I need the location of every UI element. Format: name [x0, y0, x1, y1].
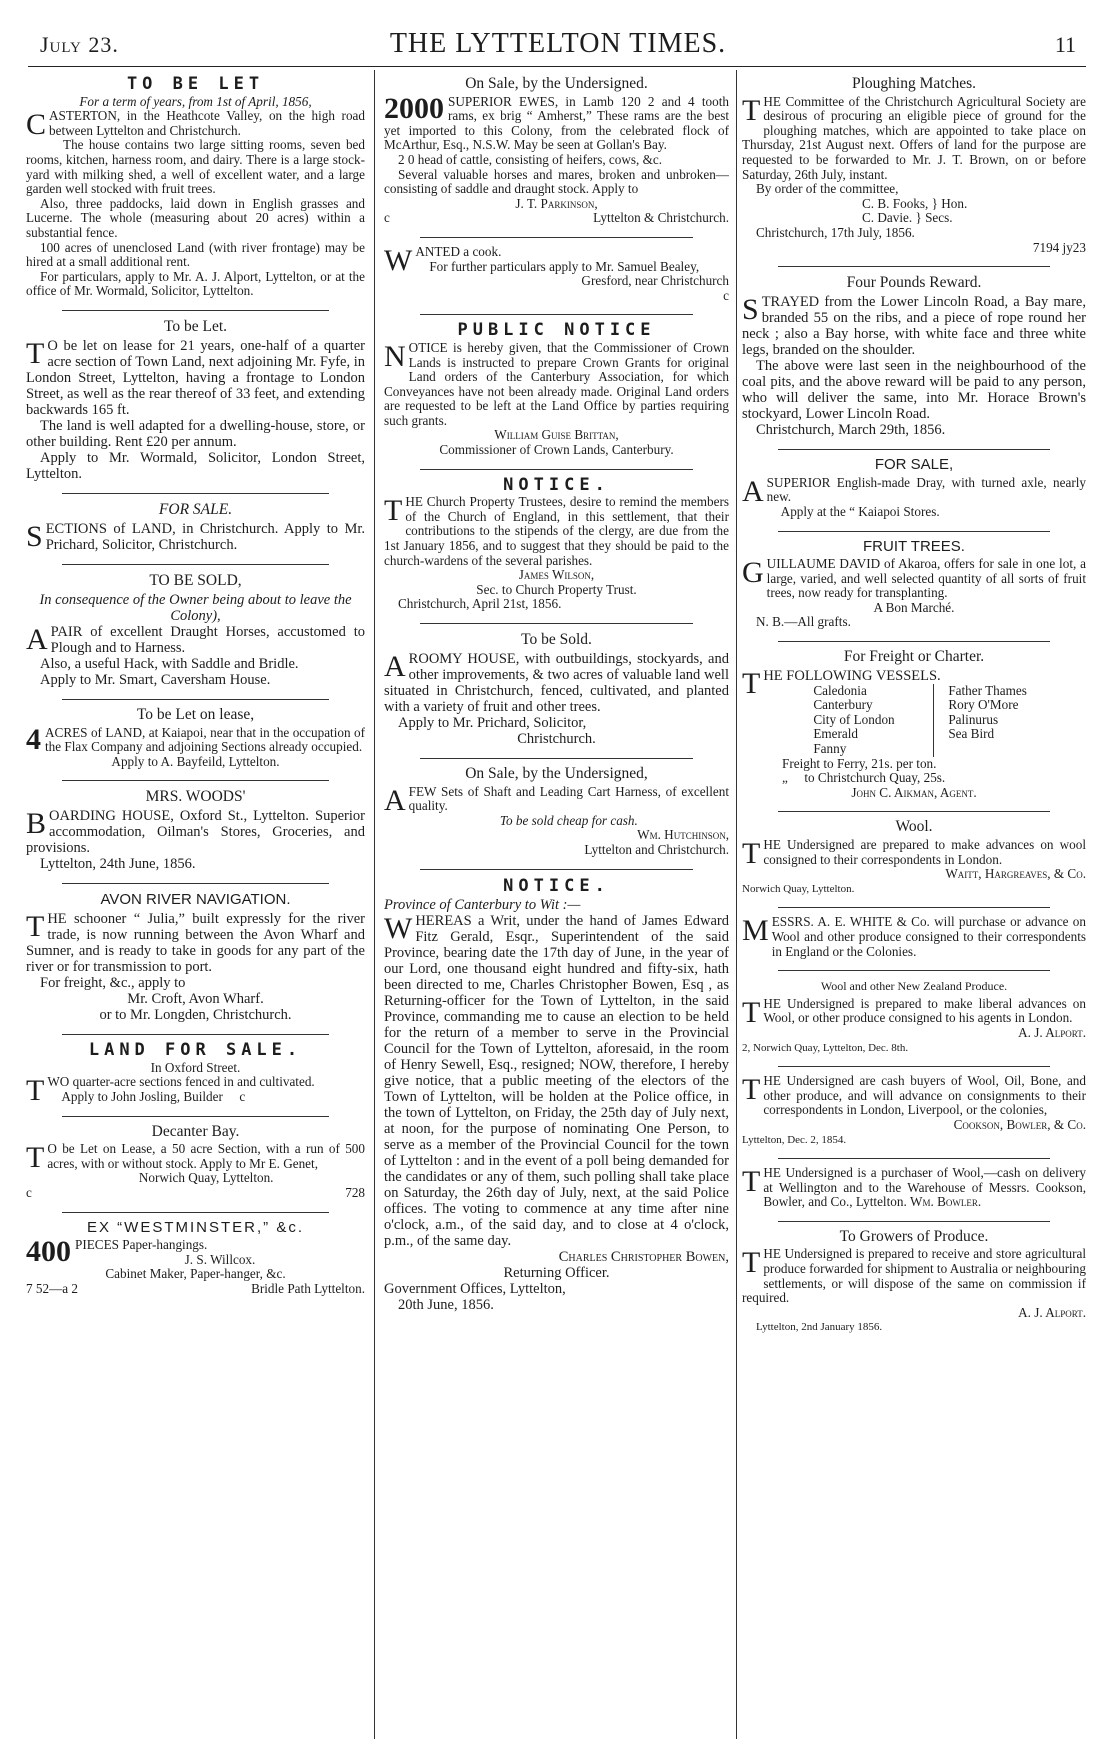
drop-cap: T — [26, 910, 45, 944]
separator — [62, 699, 329, 700]
advert-decanter-bay — [26, 1122, 365, 1206]
advert-code: 728 — [345, 1185, 365, 1201]
advert-text: Christchurch, 17th July, 1856. — [756, 224, 915, 240]
advert-heading: FOR SALE. — [158, 500, 233, 518]
advert-mark: c — [384, 210, 390, 226]
separator — [420, 314, 693, 315]
drop-cap: A — [742, 474, 764, 508]
drop-cap: T — [742, 93, 761, 127]
separator — [420, 469, 693, 470]
advert-heading: Wool. — [895, 818, 933, 836]
drop-cap: T — [26, 1074, 45, 1108]
advert-text: WO quarter-acre sections fenced in and cultivated. — [47, 1074, 315, 1090]
separator — [62, 883, 329, 884]
advert-text: O be let on lease for 21 years, one-half of a quarter acre section of Town Land, next adjoining Mr. Fyfe, in London Street, Lyttelton, having a frontage to London Street, as well as the rear thereof of 33 feet, and extending backwards 165 ft. — [26, 337, 365, 418]
drop-cap: T — [26, 1141, 45, 1175]
advert-text: HE Undersigned are prepared to make advances on wool consigned to their correspondents in London. — [763, 837, 1086, 867]
advert-lease-kaiapoi — [26, 705, 365, 774]
advert-heading: Four Pounds Reward. — [846, 274, 982, 292]
advert-text: For further particulars apply to Mr. Samuel Bealey, — [429, 258, 700, 274]
advert-four-pounds-reward — [742, 272, 1086, 443]
drop-cap: A — [26, 622, 48, 656]
newspaper-title: THE LYTTELTON TIMES. — [389, 28, 727, 59]
advert-mark: c — [723, 287, 729, 303]
advert-text: OARDING HOUSE, Oxford St., Lyttelton. Superior accommodation, Oilman's Stores, Groceries, and provisions. — [26, 808, 365, 857]
separator — [778, 1158, 1050, 1159]
advert-text: PIECES Paper-hangings. — [75, 1237, 208, 1253]
advert-text: OTICE is hereby given, that the Commissioner of Crown Lands is instructed to prepare Crown Grants for original Land orders of the Canterbury Association, for which Conveyances have not been already made. Original Land orders are requested to be left at the Land Office by parties requiring such grants. — [384, 339, 729, 428]
advert-heading: FOR SALE, — [874, 456, 954, 474]
advert-text: Christchurch, April 21st, 1856. — [398, 596, 562, 612]
advert-text: Lyttelton, 24th June, 1856. — [40, 856, 196, 873]
drop-cap: T — [26, 336, 45, 370]
vessel-name: Rory O'More — [948, 697, 1019, 713]
advert-text: ACRES of LAND, at Kaiapoi, near that in the occupation of the Flax Company and adjoining Sections already occupied. — [45, 724, 365, 755]
separator — [778, 1066, 1050, 1067]
advert-wool-purchaser — [742, 1164, 1086, 1215]
drop-cap: A — [384, 783, 406, 817]
advert-for-sale-sections — [26, 499, 365, 558]
drop-cap: T — [742, 666, 761, 700]
advert-subheading: In consequence of the Owner being about to leave the Colony), — [39, 591, 352, 624]
advert-text: HEREAS a Writ, under the hand of James Edward Fitz Gerald, Esqr., Superintendent of the said Province, bearing date the 17th day of June, in the year of our Lord, one thousand eight hundred and fifty-six, hath been directed to me, Charles Christopher Bowen, Esq , as Returning-officer for the Town of Lyttelton, in the said Province, commanding me to cause an election to be held for the return of a member to serve in the Provincial Council for the Town of Lyttelton, aforesaid, in the room of Henry Sewell, Esq., resigned; NOW, therefore, I hereby give notice, that a public meeting of the electors of the Town of Lyttelton, will be holden at the Police office, in the town of Lyttelton, on Friday, the 25th day of July next, at noon, for the purpose of nominating One Person, to serve as a member of the Provincial Council for the town of Lyttelton : and in the event of a poll being demanded for the candidates or any of them, such polling shall take place on Saturday, the 26th day of July, next, at the said Police offices. The voting to commence at any time after nine o'clock, a.m., of the said day, and to close at 4 o'clock, p.m., of the same day. — [384, 912, 729, 1249]
advert-text: HE Committee of the Christchurch Agricultural Society are desirous of procuring an eligible piece of ground for the ploughing matches, which are appointed to take place on Thursday, 21st August next. Offers of land for the purpose are requested to be forwarded to Mr. J. T. Brown, on or before Saturday, 26th July, instant. — [742, 93, 1086, 182]
advert-subheading: Province of Canterbury to Wit :— — [384, 896, 581, 913]
advert-text: Apply to A. Bayfeild, Lyttelton. — [111, 753, 280, 769]
advert-text: By order of the committee, — [756, 181, 899, 197]
drop-number: 2000 — [384, 91, 444, 125]
vessel-name: Emerald — [813, 726, 858, 742]
advert-text: 2, Norwich Quay, Lyttelton, Dec. 8th. — [742, 1041, 909, 1054]
advert-text: Bridle Path Lyttelton. — [251, 1281, 365, 1296]
advert-land-for-sale — [26, 1040, 365, 1109]
advert-code: 7 52—a 2 — [26, 1281, 79, 1296]
advert-heading: To be Let. — [163, 317, 228, 335]
advert-text: TRAYED from the Lower Lincoln Road, a Bay mare, branded 55 on the ribs, and a piece of rope round her neck ; also a Bay horse, with white face and three white legs, branded on the shoulder. — [742, 294, 1086, 359]
drop-cap: C — [26, 108, 47, 142]
advert-text: N. B.—All grafts. — [756, 614, 851, 630]
advert-text: Norwich Quay, Lyttelton. — [138, 1170, 274, 1186]
drop-cap: T — [742, 995, 761, 1029]
advert-public-notice — [384, 320, 729, 462]
advert-growers-produce — [742, 1227, 1086, 1340]
advert-notice-writ — [384, 875, 729, 1318]
advert-text: „ to Christchurch Quay, 25s. — [782, 770, 946, 786]
advert-text: Waitt, Hargreaves, & Co. — [945, 866, 1086, 882]
advert-text: ESSRS. A. E. WHITE & Co. will purchase or advance on Wool and other produce consigned to their correspondents in England or the Colonies. — [771, 914, 1086, 959]
advert-text: Wm. Hutchinson, — [637, 827, 729, 843]
vessel-name: Caledonia — [813, 682, 867, 698]
drop-cap: M — [742, 914, 769, 948]
separator — [62, 780, 329, 781]
drop-cap: T — [742, 1073, 761, 1107]
advert-heading: On Sale, by the Undersigned. — [465, 75, 648, 92]
advert-heading: PUBLIC NOTICE — [457, 320, 656, 341]
advert-text: HE schooner “ Julia,” built expressly for the river trade, is now running between the Avon Wharf and Sumner, and is ready to take in goods for any part of the river or for transmission to port. — [26, 911, 365, 976]
separator — [62, 1034, 329, 1035]
advert-heading: TO BE LET — [126, 74, 265, 94]
advert-subheading: For a term of years, from 1st of April, 1856, — [79, 93, 312, 109]
advert-text: ECTIONS of LAND, in Christchurch. Apply to Mr. Prichard, Solicitor, Christchurch. — [45, 520, 365, 553]
drop-cap: T — [384, 494, 403, 528]
advert-text: William Guise Brittan, — [494, 427, 619, 443]
advert-text: Also, three paddocks, laid down in English grasses and Lucerne. The whole (measuring about 20 acres) within a substantial fence. — [26, 195, 365, 240]
separator — [62, 1212, 329, 1213]
drop-number: 400 — [26, 1235, 71, 1269]
advert-heading: AVON RIVER NAVIGATION. — [100, 891, 291, 909]
advert-code: 7194 jy23 — [1032, 239, 1086, 255]
advert-text: The land is well adapted for a dwelling-house, store, or other building. Rent £20 per annum. — [26, 417, 365, 450]
advert-text: Also, a useful Hack, with Saddle and Bridle. — [40, 655, 299, 672]
advert-text: 100 acres of unenclosed Land (with river frontage) may be hired at a small additional rent. — [26, 239, 365, 270]
advert-to-be-let-lease — [26, 316, 365, 487]
advert-notice-church — [384, 475, 729, 617]
separator — [778, 970, 1050, 971]
advert-on-sale-ewes — [384, 74, 729, 231]
advert-text: Norwich Quay, Lyttelton. — [742, 882, 855, 895]
separator — [778, 531, 1050, 532]
drop-cap: T — [742, 1165, 761, 1199]
advert-heading: On Sale, by the Undersigned, — [465, 765, 648, 782]
drop-cap: N — [384, 339, 406, 373]
advert-text: Government Offices, Lyttelton, — [384, 1280, 566, 1297]
advert-text: Charles Christopher Bowen, — [558, 1248, 729, 1265]
advert-freight-charter — [742, 647, 1086, 805]
advert-text: Lyttelton, 2nd January 1856. — [756, 1321, 883, 1334]
drop-cap: B — [26, 807, 47, 841]
advert-heading: NOTICE. — [503, 875, 610, 896]
advert-text: For freight, &c., apply to — [40, 975, 186, 992]
advert-text: The above were last seen in the neighbourhood of the coal pits, and the above reward will be paid to any person, who will deliver the same, into Mr. Horace Brown's stockyard, Lower Lincoln Road. — [742, 358, 1086, 423]
drop-number: 4 — [26, 722, 41, 756]
advert-text: Lyttelton & Christchurch. — [593, 210, 729, 226]
advert-fruit-trees — [742, 537, 1086, 636]
advert-text: J. T. Parkinson, — [515, 195, 598, 211]
separator — [778, 449, 1050, 450]
advert-text: 2 0 head of cattle, consisting of heifers, cows, &c. — [398, 151, 663, 167]
advert-heading: Wool and other New Zealand Produce. — [820, 979, 1008, 994]
drop-cap: G — [742, 556, 764, 590]
advert-ploughing-matches — [742, 74, 1086, 260]
advert-text: Commissioner of Crown Lands, Canterbury. — [439, 442, 674, 458]
column-1 — [26, 74, 365, 1743]
advert-nz-produce — [742, 976, 1086, 1060]
advert-text: C. Davie. } Secs. — [862, 210, 953, 226]
advert-text: SUPERIOR EWES, in Lamb 120 2 and 4 tooth rams, ex brig “ Amherst,” These rams are the best yet imported to this Colony, from the celebrated flock of McArthur, Esq., N.S.W. May be seen at Gollan's Bay. — [384, 93, 729, 153]
advert-heading: MRS. WOODS' — [145, 788, 246, 806]
advert-text: Apply to Mr. Prichard, Solicitor, — [398, 715, 587, 731]
separator — [420, 869, 693, 870]
advert-text: Cookson, Bowler, & Co. — [953, 1116, 1086, 1132]
separator — [778, 1221, 1050, 1222]
advert-heading: NOTICE. — [503, 474, 610, 495]
advert-text: Apply to Mr. Wormald, Solicitor, London Street, Lyttelton. — [26, 449, 365, 482]
advert-white-co — [742, 913, 1086, 964]
advert-text: FEW Sets of Shaft and Leading Cart Harness, of excellent quality. — [408, 783, 729, 814]
advert-text: The house contains two large sitting rooms, seven bed rooms, kitchen, harness room, and dairy. There is a large stock-yard with milking shed, a well of excellent water, and a large garden well stocked with fruit trees. — [26, 137, 365, 197]
vessel-name: Canterbury — [813, 697, 873, 713]
advert-to-be-sold-horses — [26, 570, 365, 693]
advert-text: A Bon Marché. — [873, 599, 955, 615]
separator — [420, 758, 693, 759]
drop-cap: A — [384, 650, 406, 683]
advert-text: 20th June, 1856. — [398, 1296, 494, 1313]
advert-text: Sec. to Church Property Trust. — [476, 581, 637, 597]
vessel-name: Sea Bird — [948, 726, 995, 742]
advert-to-be-sold-house — [384, 629, 729, 752]
advert-text: Mr. Croft, Avon Wharf. — [127, 991, 264, 1008]
separator — [778, 641, 1050, 642]
separator — [62, 564, 329, 565]
vessel-name: Fanny — [813, 741, 847, 757]
vessel-list — [763, 684, 1086, 757]
advert-heading: Decanter Bay. — [151, 1122, 240, 1140]
advert-text: Freight to Ferry, 21s. per ton. — [782, 755, 937, 771]
advert-heading: LAND FOR SALE. — [88, 1040, 303, 1061]
advert-text: Cabinet Maker, Paper-hanger, &c. — [105, 1266, 286, 1282]
advert-text: Lyttelton and Christchurch. — [584, 841, 729, 857]
advert-text: Christchurch. — [517, 731, 596, 747]
advert-heading: To be Let on lease, — [136, 705, 255, 723]
separator — [62, 493, 329, 494]
advert-text: ANTED a cook. — [415, 243, 502, 259]
advert-text: Returning Officer. — [503, 1264, 610, 1281]
advert-text: PAIR of excellent Draught Horses, accustomed to Plough and to Harness. — [50, 623, 365, 656]
separator — [62, 1116, 329, 1117]
advert-text: O be Let on Lease, a 50 acre Section, with a run of 500 acres, with or without stock. Apply to Mr E. Genet, — [47, 1141, 365, 1171]
drop-cap: W — [384, 243, 413, 277]
drop-cap: T — [742, 837, 761, 870]
advert-text: C. B. Fooks, } Hon. — [862, 195, 968, 211]
advert-harness — [384, 764, 729, 863]
advert-heading: To Growers of Produce. — [839, 1227, 989, 1245]
advert-text: James Wilson, — [518, 567, 595, 583]
advert-text: For particulars, apply to Mr. A. J. Alport, Lyttelton, or at the office of Mr. Wormald, Solicitor, Lyttelton. — [26, 268, 365, 299]
advert-text: A. J. Alport. — [1018, 1024, 1086, 1040]
separator — [778, 907, 1050, 908]
separator — [420, 237, 693, 238]
advert-text: HE Undersigned is a purchaser of Wool,—cash on delivery at Wellington and to the Warehouse of Messrs. Cookson, Bowler, and Co., Lyttelton. — [763, 1165, 1086, 1210]
page-header — [40, 28, 1076, 64]
advert-text: Apply to John Josling, Builder — [61, 1089, 223, 1105]
advert-text: A. J. Alport. — [1018, 1304, 1086, 1320]
advert-text: HE FOLLOWING VESSELS. — [763, 667, 941, 684]
advert-for-sale-dray — [742, 455, 1086, 524]
advert-heading: EX “WESTMINSTER,” &c. — [86, 1218, 304, 1236]
advert-text: Apply to Mr. Smart, Caversham House. — [40, 671, 271, 688]
advert-avon-river — [26, 889, 365, 1028]
advert-mark: c — [239, 1089, 246, 1105]
advert-to-be-let-casterton — [26, 74, 365, 304]
advert-text: HE Church Property Trustees, desire to remind the members of the Church of England, in this settlement, that their contributions to the stipends of the clergy, are due from the 1st January 1856, and to suggest that they should be paid to the church-wardens of the several parishes. — [384, 494, 729, 568]
advert-boarding-house — [26, 786, 365, 877]
column-3 — [742, 74, 1086, 1743]
advert-text: Apply at the “ Kaiapoi Stores. — [780, 503, 940, 519]
advert-wool — [742, 817, 1086, 901]
drop-cap: S — [742, 293, 759, 327]
drop-cap: W — [384, 911, 413, 945]
column-2 — [384, 74, 729, 1743]
advert-heading: For Freight or Charter. — [843, 648, 985, 666]
advert-heading: Ploughing Matches. — [852, 75, 976, 92]
advert-text: ROOMY HOUSE, with outbuildings, stockyards, and other improvements, & two acres of valuable land well situated in Christchurch, fenced, cultivated, and planted with a variety of fruit and other trees. — [384, 651, 729, 715]
advert-mark: c — [26, 1185, 32, 1201]
column-divider — [374, 70, 375, 1739]
advert-subheading: In Oxford Street. — [150, 1059, 241, 1075]
vessel-name: Palinurus — [948, 711, 999, 727]
advert-text: J. S. Willcox. — [184, 1251, 256, 1267]
drop-cap: S — [26, 519, 43, 553]
advert-wanted-cook — [384, 243, 729, 308]
advert-text: HE Undersigned are cash buyers of Wool, Oil, Bone, and other produce, and will advance on consignments to their correspondents in London, Liverpool, or the colonies, — [763, 1073, 1086, 1118]
advert-heading: TO BE SOLD, — [149, 571, 242, 589]
advert-text: Several valuable horses and mares, broken and unbroken—consisting of saddle and draught stock. Apply to — [384, 166, 729, 197]
page-number: 11 — [1054, 32, 1076, 57]
advert-text: To be sold cheap for cash. — [499, 812, 638, 828]
advert-text: HE Undersigned is prepared to receive and store agricultural produce forwarded for shipment to Australia or neighbouring settlements, or will dispose of the same on commission if required. — [742, 1246, 1086, 1306]
drop-cap: T — [742, 1246, 761, 1280]
vessel-name: Father Thames — [948, 682, 1027, 698]
advert-westminster — [26, 1218, 365, 1302]
advert-text: John C. Aikman, Agent. — [851, 784, 977, 800]
advert-heading: FRUIT TREES. — [863, 537, 965, 555]
advert-heading: To be Sold. — [521, 631, 592, 648]
separator — [778, 266, 1050, 267]
advert-text: HE Undersigned is prepared to make liberal advances on Wool, or other produce consigned to his agents in London. — [763, 995, 1086, 1026]
advert-text: UILLAUME DAVID of Akaroa, offers for sale in one lot, a large, varied, and well selected quantity of all sorts of fruit trees, now ready for transplanting. — [766, 556, 1086, 601]
separator — [420, 623, 693, 624]
advert-text: or to Mr. Longden, Christchurch. — [99, 1007, 292, 1024]
advert-text: Christchurch, March 29th, 1856. — [756, 422, 946, 439]
advert-text: ASTERTON, in the Heathcote Valley, on the high road between Lyttelton and Christchurch. — [49, 108, 365, 138]
advert-text: SUPERIOR English-made Dray, with turned axle, nearly new. — [766, 474, 1086, 505]
vessel-name: City of London — [813, 711, 895, 727]
advert-cash-buyers — [742, 1072, 1086, 1152]
header-rule — [28, 66, 1086, 67]
advert-text: Gresford, near Christchurch — [581, 273, 729, 289]
column-divider — [736, 70, 737, 1739]
separator — [778, 811, 1050, 812]
advert-text: Lyttelton, Dec. 2, 1854. — [742, 1133, 847, 1146]
issue-date: July 23. — [40, 32, 119, 57]
separator — [62, 310, 329, 311]
advert-text: Wm. Bowler. — [910, 1194, 982, 1210]
